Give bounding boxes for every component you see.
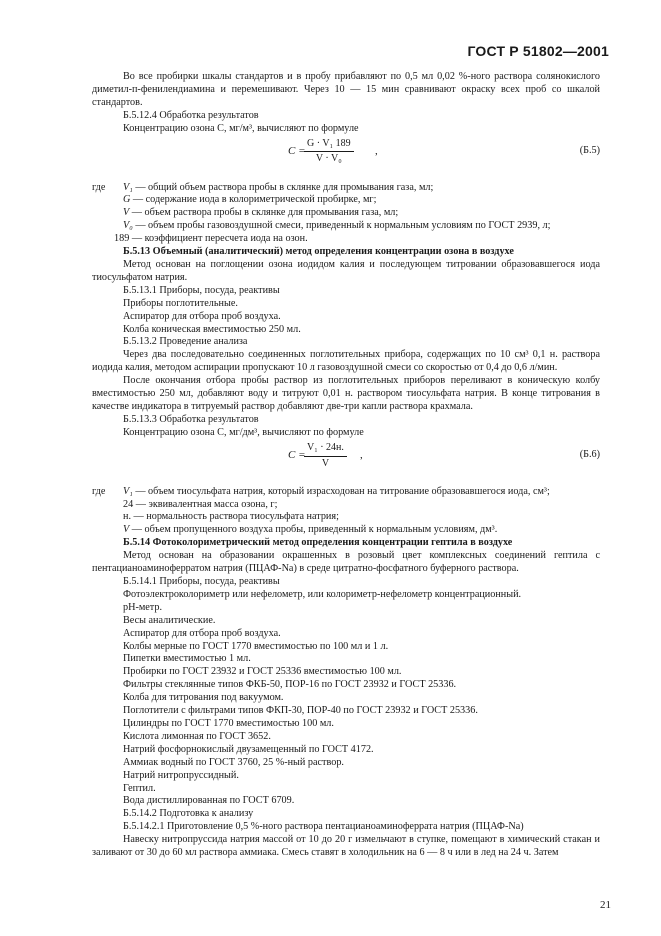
section-b513-text: Метод основан на поглощении озона иодидом калия и последующем титровании образовавшегося иода тиосульфатом натрия. (92, 258, 600, 283)
list-line: Колба для титрования под вакуумом. (123, 692, 284, 704)
list-line: Колбы мерные по ГОСТ 1770 вместимостью по 100 мл и 1 л. (123, 640, 389, 652)
list-line: рН-метр. (123, 601, 163, 613)
formula-fraction (304, 138, 354, 167)
where-list-b5 (92, 182, 600, 247)
formula-comma: , (375, 144, 378, 157)
standard-header: ГОСТ Р 51802—2001 (467, 43, 609, 59)
list-line: Весы аналитические. (123, 614, 216, 626)
formula-lhs: С = (288, 144, 306, 157)
list-line: Натрий фосфорнокислый двузамещенный по ГОСТ 4172. (123, 743, 374, 755)
section-b5132-paragraph-1: Через два последовательно соединенных поглотительных прибора, содержащих по 10 см³ 0,1 н. раствора иодида калия, методом аспирации пропускают 10 л газовоздушной смеси со скоростью от 0,4 до 0,6 л/мин. (92, 349, 600, 374)
intro-paragraph: Во все пробирки шкалы стандартов и в пробу прибавляют по 0,5 мл 0,02 %-ного раствора солянокислого диметил-п-фенилендиамина и перемешивают. Через 10 — 15 мин сравнивают окраску всех проб со шкалой стандартов. (92, 71, 600, 108)
where-item: V — объем раствора пробы в склянке для промывания газа, мл; (123, 207, 399, 219)
where-item: где V₁ — общий объем раствора пробы в склянке для промывания газа, мл; (92, 181, 434, 193)
section-b51421-text: Навеску нитропруссида натрия массой от 10 до 20 г измельчают в ступке, помещают в химический стакан и заливают от 30 до 60 мл раствора аммиака. Смесь ставят в холодильник на 6 — 8 ч или в лед на 24 ч. Затем (92, 834, 600, 859)
formula-numerator: G · V₁ 189 (304, 138, 354, 153)
list-line: Кислота лимонная по ГОСТ 3652. (123, 730, 271, 742)
list-line: Б.5.13.2 Проведение анализа (123, 336, 248, 348)
formula-lhs: С = (288, 448, 306, 461)
section-b514-text: Метод основан на образовании окрашенных в розовый цвет комплексных соединений гептила с пентацианоаминоферратом натрия (ПЦАФ-Na) в среде цитратно-фосфатного буферного раствора. (92, 550, 600, 575)
formula-b5 (92, 136, 600, 182)
list-line: Аспиратор для отбора проб воздуха. (123, 627, 281, 639)
list-line: Б.5.14.2 Подготовка к анализу (123, 808, 254, 820)
list-line: Пробирки по ГОСТ 23932 и ГОСТ 25336 вместимостью 100 мл. (123, 666, 402, 678)
formula-label: (Б.6) (579, 448, 600, 460)
list-line: Цилиндры по ГОСТ 1770 вместимостью 100 мл. (123, 717, 334, 729)
section-b514-title: Б.5.14 Фотоколориметрический метод определения концентрации гептила в воздухе (123, 537, 513, 549)
list-line: Натрий нитропруссидный. (123, 769, 239, 781)
list-line: Поглотители с фильтрами типов ФКП-30, ПОР-40 по ГОСТ 23932 и ГОСТ 25336. (123, 705, 478, 717)
section-b513-title: Б.5.13 Объемный (аналитический) метод определения концентрации озона в воздухе (123, 246, 514, 258)
page-body (92, 71, 600, 860)
list-line: Пипетки вместимостью 1 мл. (123, 653, 251, 665)
formula-fraction (304, 442, 347, 471)
list-line: Аспиратор для отбора проб воздуха. (123, 310, 281, 322)
list-line: Фильтры стеклянные типов ФКБ-50, ПОР-16 по ГОСТ 23932 и ГОСТ 25336. (123, 679, 457, 691)
list-line: Б.5.13.1 Приборы, посуда, реактивы (123, 284, 280, 296)
where-item: 24 — эквивалентная масса озона, г; (123, 498, 278, 510)
list-line: Гептил. (123, 782, 156, 794)
list-line: Фотоэлектроколориметр или нефелометр, или колориметр-нефелометр концентрационный. (123, 588, 522, 600)
formula-denominator: V · V₀ (315, 153, 342, 165)
section-b5124-title: Б.5.12.4 Обработка результатов (123, 109, 259, 121)
where-item: V — объем пропущенного воздуха пробы, приведенный к нормальным условиям, дм³. (123, 524, 498, 536)
where-item: 189 — коэффициент пересчета иода на озон. (114, 233, 308, 245)
page-number: 21 (600, 899, 611, 911)
where-list-b6 (92, 486, 600, 538)
section-b5133-title: Б.5.13.3 Обработка результатов (123, 413, 259, 425)
where-item: н. — нормальность раствора тиосульфата натрия; (123, 511, 339, 523)
list-line: Колба коническая вместимостью 250 мл. (123, 323, 301, 335)
where-item: V₀ — объем пробы газовоздушной смеси, приведенный к нормальным условиям по ГОСТ 2939, л; (123, 220, 551, 232)
section-b5124-text: Концентрацию озона С, мг/м³, вычисляют по формуле (123, 122, 359, 134)
section-b5132-paragraph-2: После окончания отбора пробы раствор из поглотительных приборов переливают в коническую колбу вместимостью 250 мл, добавляют воду и титруют 0,01 н. раствором тиосульфата натрия. В конце титрования в качестве индикатора в титруемый раствор добавляют две-три капли раствора крахмала. (92, 375, 600, 412)
list-line: Приборы поглотительные. (123, 297, 238, 309)
section-b5133-text: Концентрацию озона С, мг/дм³, вычисляют по формуле (123, 426, 364, 438)
formula-b6 (92, 440, 600, 486)
where-item: G — содержание иода в колориметрической пробирке, мг; (123, 194, 377, 206)
where-item: где V₁ — объем тиосульфата натрия, который израсходован на титрование образовавшегося иода, см³; (92, 485, 550, 497)
formula-numerator: V₁ · 24н. (304, 442, 347, 457)
formula-comma: , (360, 448, 363, 461)
list-line: Аммиак водный по ГОСТ 3760, 25 %-ный раствор. (123, 756, 344, 768)
list-line: Вода дистиллированная по ГОСТ 6709. (123, 795, 295, 807)
list-line: Б.5.14.1 Приборы, посуда, реактивы (123, 576, 280, 587)
list-line: Б.5.14.2.1 Приготовление 0,5 %-ного раствора пентацианоаминоферрата натрия (ПЦАФ-Na) (123, 821, 524, 833)
formula-denominator: V (321, 457, 330, 469)
formula-label: (Б.5) (579, 144, 600, 156)
